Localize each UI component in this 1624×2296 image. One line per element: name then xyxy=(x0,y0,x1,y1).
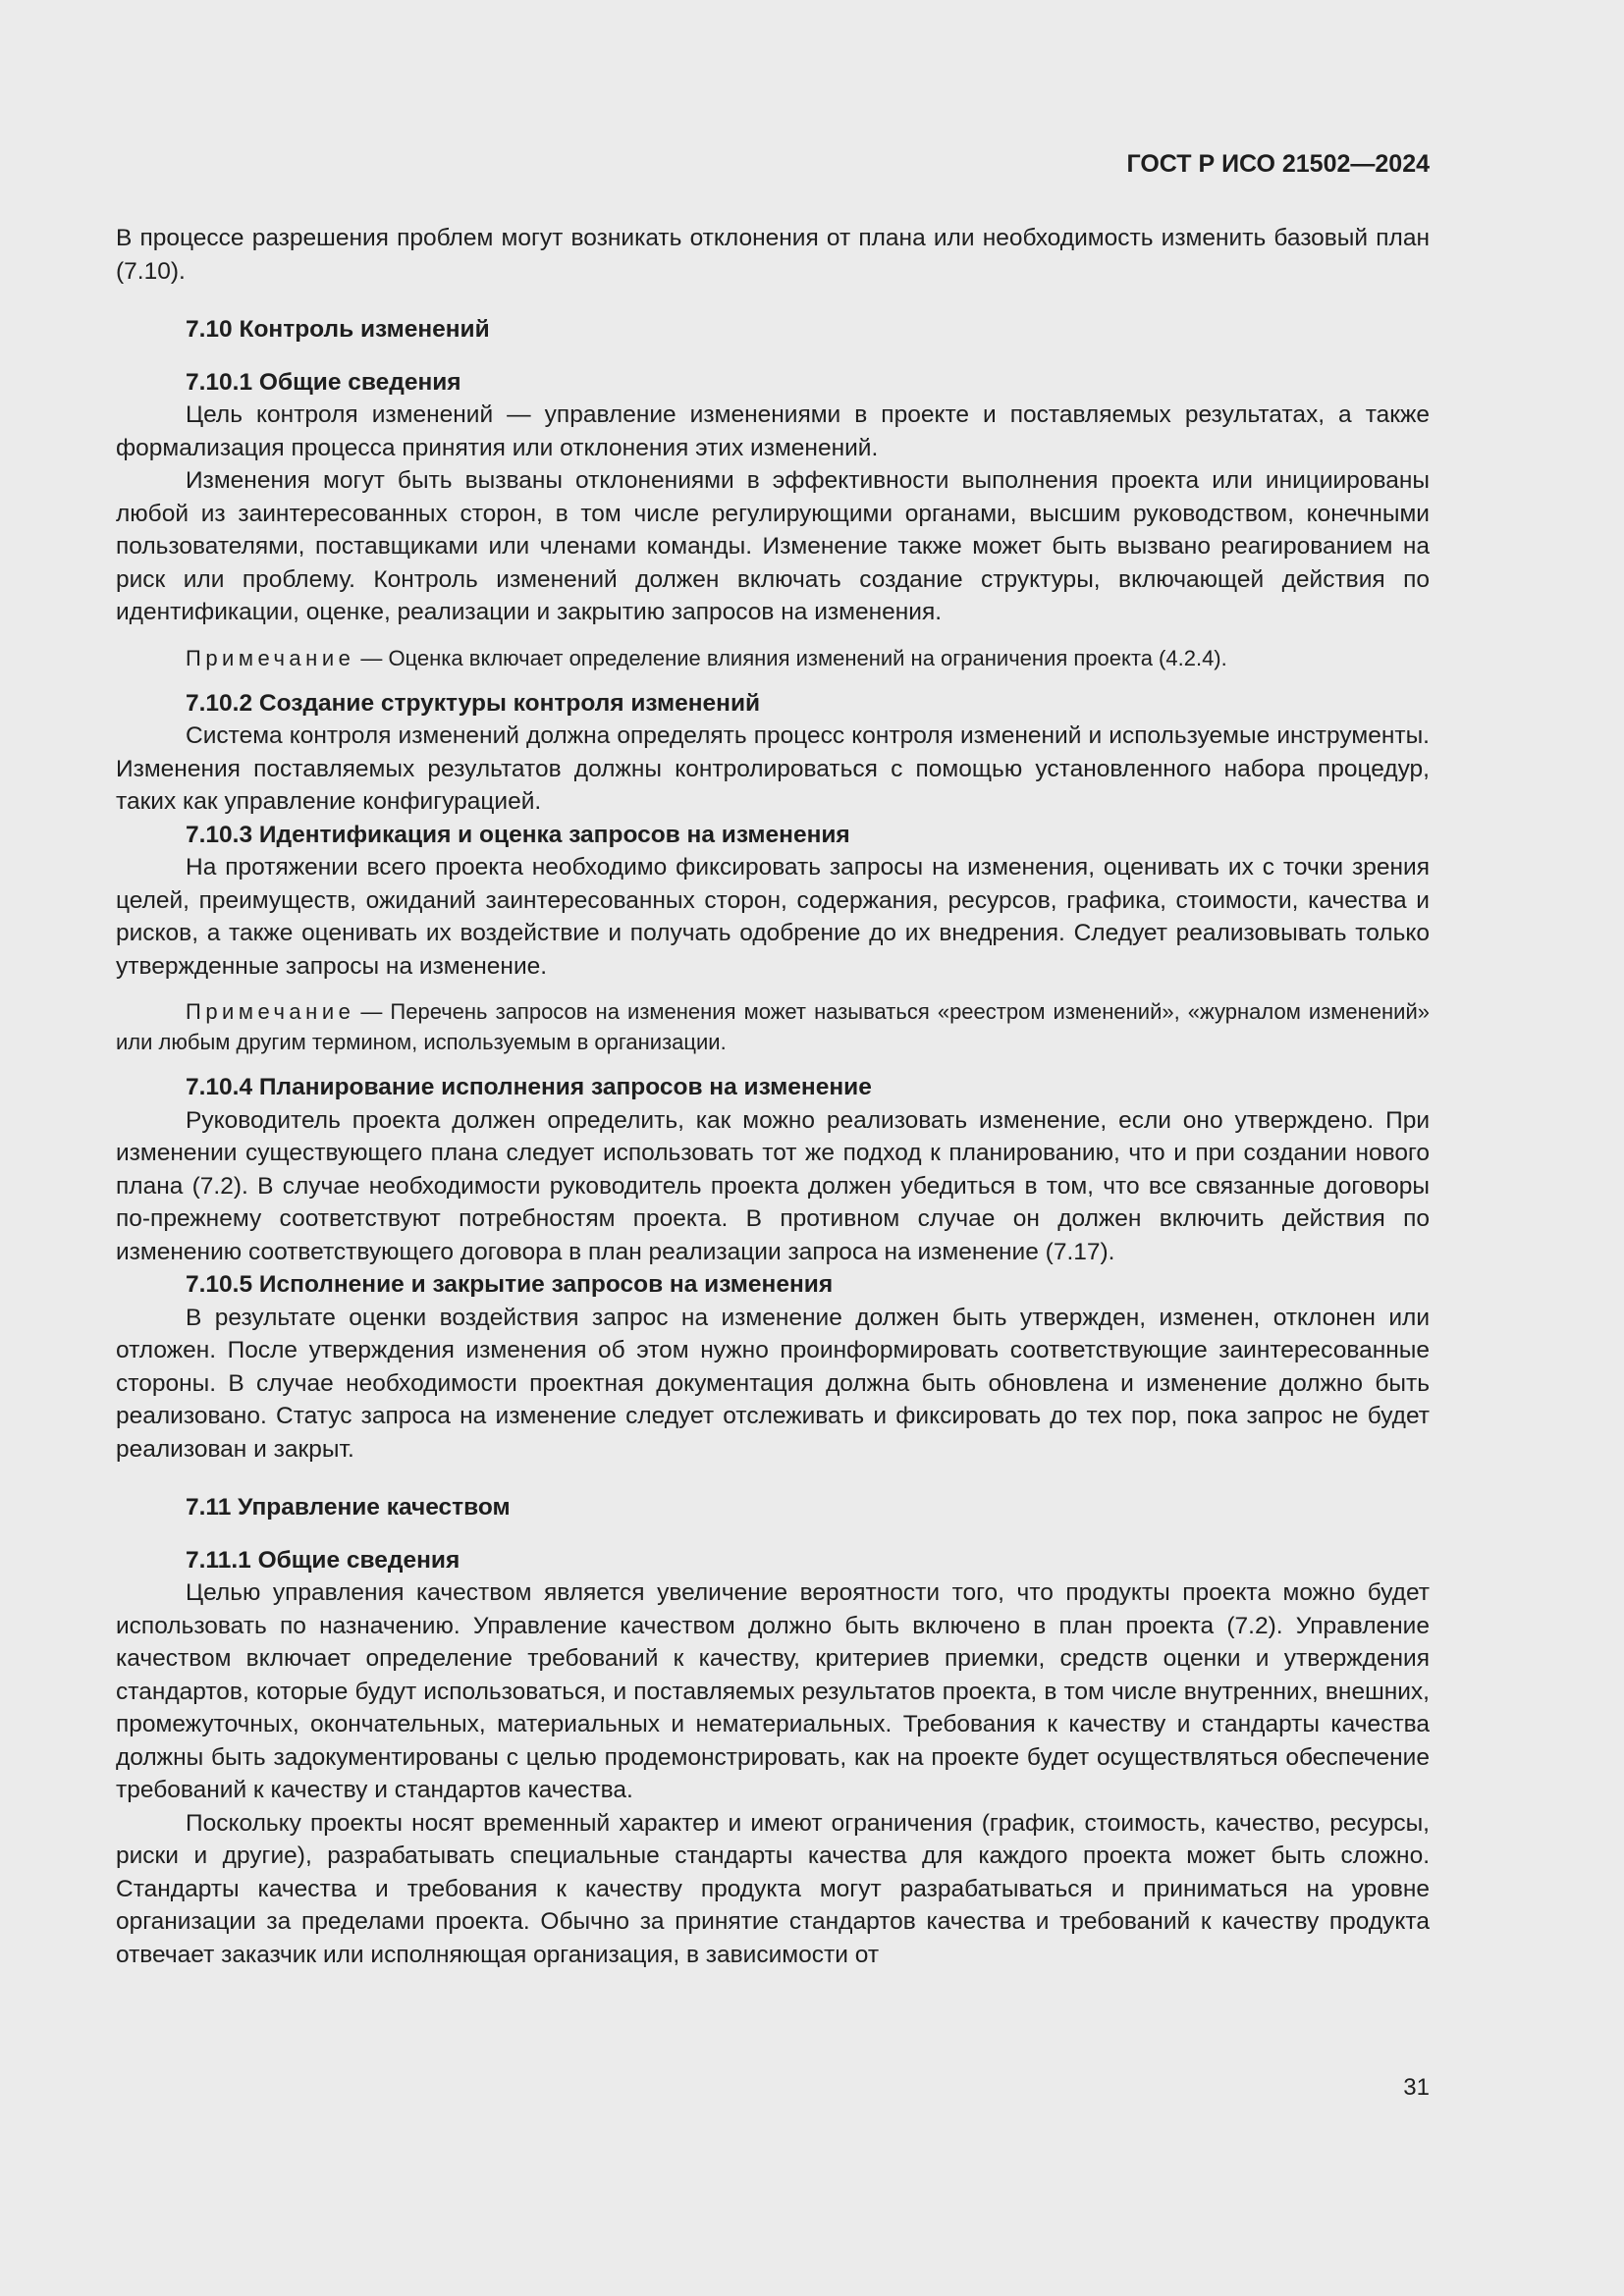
paragraph-7-10-2: Система контроля изменений должна определять процесс контроля изменений и используемые инструменты. Изменения поставляемых результатов должны контролироваться с помощью установленного набора процедур, таких как управление конфигурацией. xyxy=(116,722,1430,815)
note-label: Примечание xyxy=(186,645,355,670)
document-code-header: ГОСТ Р ИСО 21502—2024 xyxy=(1126,150,1430,178)
paragraph-7-10-5: В результате оценки воздействия запрос на изменение должен быть утвержден, изменен, отклонен или отложен. После утверждения изменения об этом нужно проинформировать соответствующие заинтересованные стороны. В случае необходимости проектная документация должна быть обновлена и изменение должно быть реализовано. Статус запроса на изменение следует отслеживать и фиксировать до тех пор, пока запрос не будет реализован и закрыт. xyxy=(116,1304,1430,1463)
page-content xyxy=(116,222,1430,1971)
note-label: Примечание xyxy=(186,999,355,1024)
section-heading-7-10-2: 7.10.2 Создание структуры контроля изменений xyxy=(186,689,761,717)
section-heading-7-11-1: 7.11.1 Общие сведения xyxy=(186,1546,460,1574)
section-heading-7-10-3: 7.10.3 Идентификация и оценка запросов на изменения xyxy=(186,821,850,848)
note-7-10-3 xyxy=(116,996,1430,1057)
section-heading-7-10-5: 7.10.5 Исполнение и закрытие запросов на изменения xyxy=(186,1271,834,1298)
section-heading-7-11: 7.11 Управление качеством xyxy=(186,1494,511,1521)
paragraph-7-10-4: Руководитель проекта должен определить, как можно реализовать изменение, если оно утверждено. При изменении существующего плана следует использовать тот же подход к планированию, что и при создании нового плана (7.2). В случае необходимости руководитель проекта должен убедиться в том, что все связанные договоры по-прежнему соответствуют потребностям проекта. В противном случае он должен включить действия по изменению соответствующего договора в план реализации запроса на изменение (7.17). xyxy=(116,1106,1430,1265)
paragraph-7-10-1-b: Изменения могут быть вызваны отклонениями в эффективности выполнения проекта или инициированы любой из заинтересованных сторон, в том числе регулирующими органами, высшим руководством, конечными пользователями, поставщиками или членами команды. Изменение также может быть вызвано реагированием на риск или проблему. Контроль изменений должен включать создание структуры, включающей действия по идентификации, оценке, реализации и закрытию запросов на изменения. xyxy=(116,467,1430,625)
note-7-10-1 xyxy=(116,643,1430,673)
page-number: 31 xyxy=(1403,2074,1430,2101)
paragraph-7-10-3: На протяжении всего проекта необходимо фиксировать запросы на изменения, оценивать их с точки зрения целей, преимуществ, ожиданий заинтересованных сторон, содержания, ресурсов, графика, стоимости, качества и рисков, а также оценивать их воздействие и получать одобрение до их внедрения. Следует реализовывать только утвержденные запросы на изменение. xyxy=(116,854,1430,980)
section-heading-7-10-4: 7.10.4 Планирование исполнения запросов на изменение xyxy=(186,1074,872,1100)
section-heading-7-10-1: 7.10.1 Общие сведения xyxy=(186,368,461,396)
intro-paragraph: В процессе разрешения проблем могут возникать отклонения от плана или необходимость изменить базовый план (7.10). xyxy=(116,225,1430,285)
section-heading-7-10: 7.10 Контроль изменений xyxy=(186,316,490,343)
note-text: — Перечень запросов на изменения может называться «реестром изменений», «журналом изменений» или любым другим термином, используемым в организации. xyxy=(116,999,1430,1054)
paragraph-7-11-1-a: Целью управления качеством является увеличение вероятности того, что продукты проекта можно будет использовать по назначению. Управление качеством должно быть включено в план проекта (7.2). Управление качеством включает определение требований к качеству, критериев приемки, средств оценки и утверждения стандартов, которые будут использоваться, и поставляемых результатов проекта, в том числе внутренних, внешних, промежуточных, окончательных, материальных и нематериальных. Требования к качеству и стандарты качества должны быть задокументированы с целью продемонстрировать, как на проекте будет осуществляться обеспечение требований к качеству и стандартов качества. xyxy=(116,1579,1430,1803)
paragraph-7-10-1-a: Цель контроля изменений — управление изменениями в проекте и поставляемых результатах, а также формализация процесса принятия или отклонения этих изменений. xyxy=(116,401,1430,461)
paragraph-7-11-1-b: Поскольку проекты носят временный характер и имеют ограничения (график, стоимость, качество, ресурсы, риски и другие), разрабатывать специальные стандарты качества для каждого проекта может быть сложно. Стандарты качества и требования к качеству продукта могут разрабатываться и приниматься на уровне организации за пределами проекта. Обычно за принятие стандартов качества и требований к качеству продукта отвечает заказчик или исполняющая организация, в зависимости от xyxy=(116,1809,1430,1968)
note-text: — Оценка включает определение влияния изменений на ограничения проекта (4.2.4). xyxy=(360,645,1227,670)
